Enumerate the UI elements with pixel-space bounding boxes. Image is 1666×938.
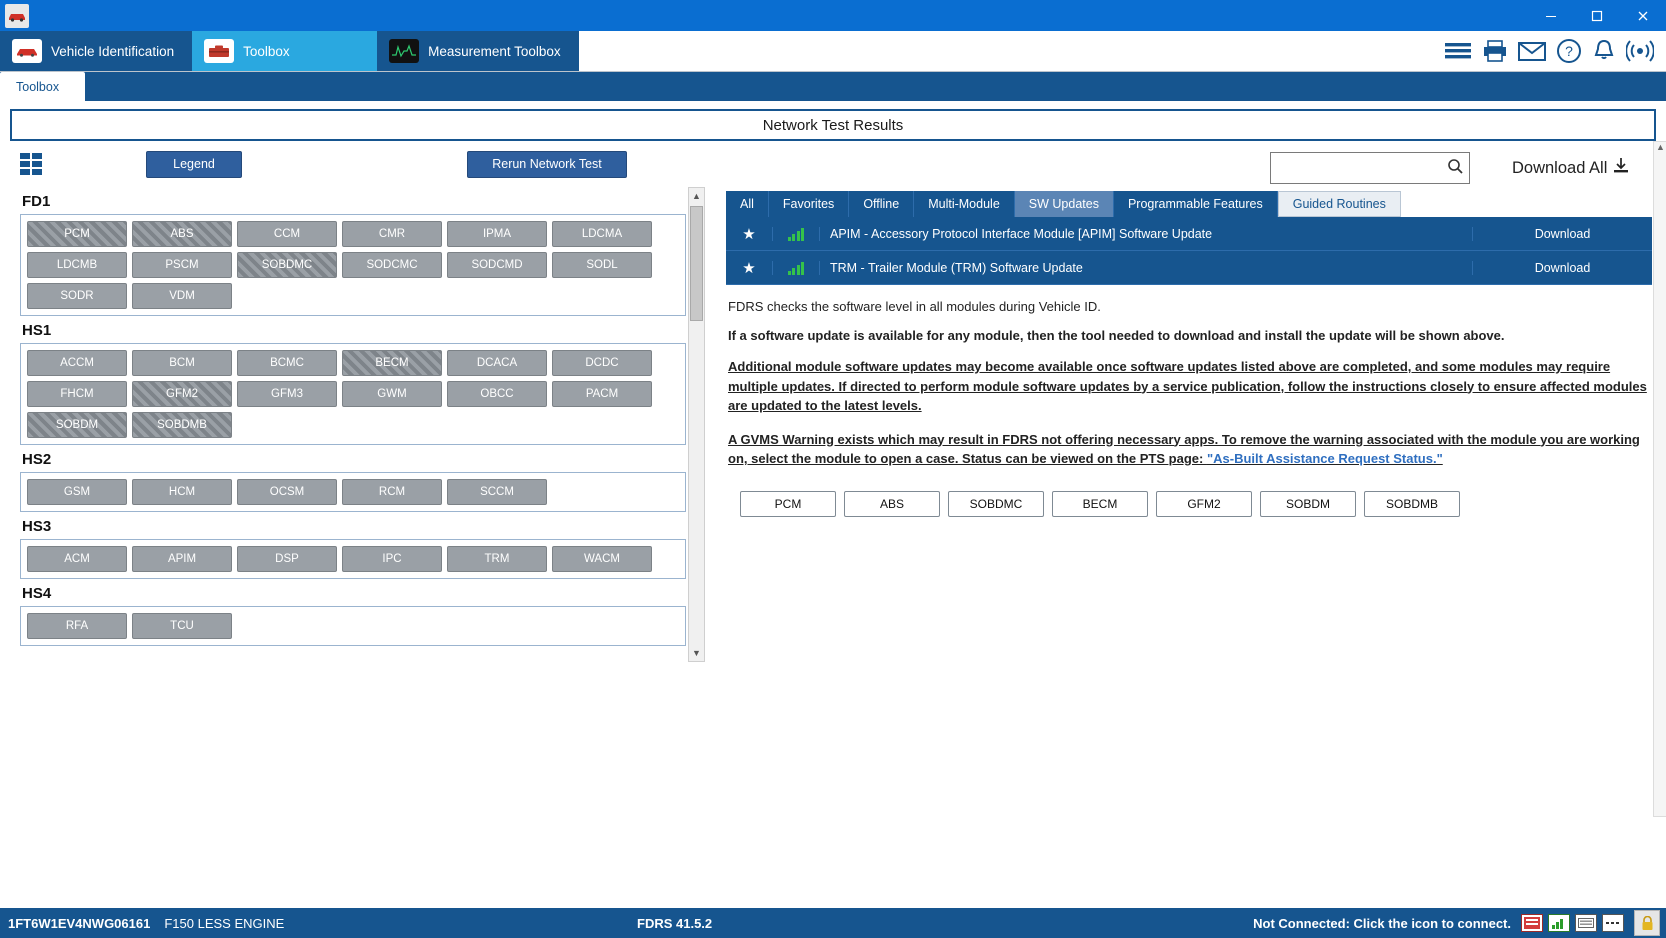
legend-button[interactable]: Legend [146,151,242,178]
svg-text:?: ? [1565,43,1573,59]
updates-tab-favorites[interactable]: Favorites [769,191,849,217]
bell-icon[interactable] [1592,38,1616,64]
bus-box [20,214,686,316]
module-button[interactable]: CMR [342,221,442,247]
module-button[interactable]: TCU [132,613,232,639]
signal-icon [772,227,820,241]
page-scrollbar[interactable] [1653,141,1666,817]
module-button[interactable]: BCM [132,350,232,376]
gvms-module-chip[interactable]: SOBDMC [948,491,1044,517]
gvms-module-chip[interactable]: BECM [1052,491,1148,517]
bus-box [20,606,686,646]
note-gvms-link[interactable]: "As-Built Assistance Request Status." [1206,451,1443,466]
signal-icon [772,261,820,275]
signal-green-icon[interactable] [1548,914,1570,932]
update-row[interactable] [726,251,1652,285]
module-grid [27,613,679,639]
header-icon-bar [1444,31,1666,71]
menu-icon[interactable] [1444,40,1472,62]
status-model: F150 LESS ENGINE [164,915,285,931]
oscilloscope-icon [389,39,419,63]
module-button[interactable]: GSM [27,479,127,505]
module-button[interactable]: BCMC [237,350,337,376]
car-icon [12,39,42,63]
sub-tab-bar [0,72,1666,101]
search-row [726,141,1652,187]
module-button[interactable]: ACCM [27,350,127,376]
module-button[interactable]: OBCC [447,381,547,407]
scroll-up-arrow[interactable]: ▲ [692,191,701,201]
module-button[interactable]: LDCMB [27,252,127,278]
network-scrollbar[interactable] [688,187,705,662]
favorite-star-icon[interactable]: ★ [742,259,756,277]
gvms-module-list [740,491,1652,517]
status-version: FDRS 41.5.2 [637,915,713,931]
updates-tab-sw-updates[interactable]: SW Updates [1015,191,1114,217]
module-button[interactable]: HCM [132,479,232,505]
car-app-icon [8,10,26,22]
note-gvms-warning[interactable] [728,430,1652,469]
module-button[interactable]: SOBDM [27,412,127,438]
title-bar [0,0,1666,31]
grid-view-icon[interactable] [20,153,42,175]
module-button[interactable]: OCSM [237,479,337,505]
module-button[interactable]: PCM [27,221,127,247]
minimize-button[interactable] [1528,0,1574,31]
updates-tab-all[interactable]: All [726,191,769,217]
updates-tab-multi-module[interactable]: Multi-Module [914,191,1015,217]
module-grid [27,350,679,438]
bus-box [20,472,686,512]
keyboard-icon[interactable] [1575,914,1597,932]
module-button[interactable]: RCM [342,479,442,505]
module-button[interactable]: PSCM [132,252,232,278]
bus-name: HS1 [22,322,52,339]
bus-list [20,193,686,646]
network-bus-scroll [20,187,705,662]
updates-tab-offline[interactable]: Offline [849,191,914,217]
module-button[interactable]: WACM [552,546,652,572]
module-grid [27,479,679,505]
dashes-icon[interactable] [1602,914,1624,932]
update-title: APIM - Accessory Protocol Interface Module [APIM] Software Update [830,226,1213,241]
note-gvms-text: A GVMS Warning exists which may result in FDRS not offering necessary apps. To remove the warning associated with the module you are working on, select the module to open a case. Status can be viewed on the PTS page: [728,431,1640,466]
module-button[interactable]: PACM [552,381,652,407]
module-button[interactable]: SOBDMB [132,412,232,438]
note-update-available: If a software update is available for any module, then the tool needed to download and install the update will be shown above. [728,328,1505,343]
module-grid [27,546,679,572]
bus-name: HS4 [22,585,52,602]
download-button[interactable]: Download [1472,261,1652,275]
gvms-module-chip[interactable]: ABS [844,491,940,517]
help-icon[interactable] [1556,38,1582,64]
module-button[interactable]: SODL [552,252,652,278]
update-row[interactable] [726,217,1652,251]
page-title: Network Test Results [10,109,1656,141]
tab-toolbox-label: Toolbox [243,43,290,59]
module-button[interactable]: SOBDMC [237,252,337,278]
favorite-star-icon[interactable]: ★ [742,225,756,243]
tab-vehicle-identification-label: Vehicle Identification [51,43,175,59]
bus-name: FD1 [22,193,51,210]
search-icon[interactable] [1447,158,1463,179]
tab-toolbox[interactable] [192,31,377,71]
download-all-button[interactable] [1512,157,1629,179]
module-button[interactable]: SCCM [447,479,547,505]
module-button[interactable]: TRM [447,546,547,572]
lock-icon[interactable] [1634,910,1660,936]
module-button[interactable]: VDM [132,283,232,309]
status-vin: 1FT6W1EV4NWG06161 [8,915,151,931]
status-connection[interactable]: Not Connected: Click the icon to connect. [1253,915,1511,931]
module-button[interactable]: DCDC [552,350,652,376]
gvms-module-chip[interactable]: SOBDM [1260,491,1356,517]
module-button[interactable]: IPMA [447,221,547,247]
module-button[interactable]: CCM [237,221,337,247]
download-all-label: Download All [1512,158,1608,177]
module-button[interactable]: RFA [27,613,127,639]
updates-tab-bar [726,191,1652,217]
updates-tab-programmable-features[interactable]: Programmable Features [1114,191,1278,217]
search-box[interactable] [1270,152,1470,184]
module-button[interactable]: IPC [342,546,442,572]
update-title: TRM - Trailer Module (TRM) Software Update [830,260,1083,275]
module-button[interactable]: FHCM [27,381,127,407]
tab-vehicle-identification[interactable] [0,31,192,71]
gvms-module-chip[interactable]: SOBDMB [1364,491,1460,517]
updates-tab-guided-routines[interactable]: Guided Routines [1278,191,1401,217]
module-button[interactable]: GFM3 [237,381,337,407]
note-additional-updates[interactable]: Additional module software updates may become available once software updates listed above are completed, and some modules may require multiple updates. If directed to perform module software updates by a service publication, follow the instructions closely to ensure affected modules are updated to the latest levels. [728,359,1647,413]
printer-icon[interactable] [1482,39,1508,63]
vci-red-icon[interactable] [1521,914,1543,932]
status-bar [0,908,1666,938]
maximize-button[interactable] [1574,0,1620,31]
module-button[interactable]: SODCMD [447,252,547,278]
tab-measurement-toolbox[interactable] [377,31,579,71]
window-controls [1528,0,1666,31]
page-scroll-up-arrow[interactable]: ▲ [1656,142,1665,152]
download-button[interactable]: Download [1472,227,1652,241]
bus-box [20,539,686,579]
mail-icon[interactable] [1518,40,1546,62]
module-button[interactable]: DSP [237,546,337,572]
status-icon-group [1521,914,1624,932]
module-grid [27,221,679,309]
search-input[interactable] [1277,160,1447,176]
module-button[interactable]: APIM [132,546,232,572]
module-button[interactable]: ACM [27,546,127,572]
gvms-module-chip[interactable]: PCM [740,491,836,517]
rerun-network-test-button[interactable]: Rerun Network Test [467,151,627,178]
bus-name: HS3 [22,518,52,535]
bus-box [20,343,686,445]
left-toolbar [0,141,712,187]
close-button[interactable] [1620,0,1666,31]
main-tab-strip [0,31,1666,72]
module-button[interactable]: GFM2 [132,381,232,407]
broadcast-icon[interactable] [1626,38,1654,64]
module-button[interactable]: BECM [342,350,442,376]
tab-measurement-toolbox-label: Measurement Toolbox [428,43,561,59]
module-button[interactable]: DCACA [447,350,547,376]
content-area [0,141,1666,908]
app-icon [5,4,29,28]
network-panel [0,141,712,662]
toolbox-icon [204,39,234,63]
module-button[interactable]: SODCMC [342,252,442,278]
module-button[interactable]: GWM [342,381,442,407]
gvms-module-chip[interactable]: GFM2 [1156,491,1252,517]
module-button[interactable]: ABS [132,221,232,247]
updates-panel [726,141,1652,517]
scroll-down-arrow[interactable]: ▼ [692,648,701,658]
sub-tab-toolbox[interactable]: Toolbox [0,72,85,101]
module-button[interactable]: LDCMA [552,221,652,247]
scroll-thumb[interactable] [690,206,703,321]
download-icon [1613,157,1629,179]
updates-list [726,217,1652,285]
note-fdrs-checks: FDRS checks the software level in all modules during Vehicle ID. [728,299,1101,314]
bus-name: HS2 [22,451,52,468]
module-button[interactable]: SODR [27,283,127,309]
